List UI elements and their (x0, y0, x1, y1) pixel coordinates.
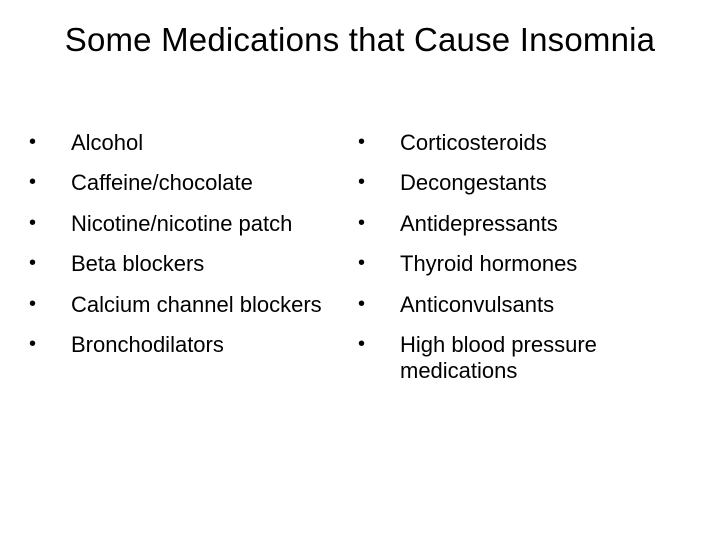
left-bullet-list (26, 130, 346, 372)
list-item: • Anticonvulsants (355, 292, 655, 318)
list-item: • High blood pressure medications (355, 332, 655, 385)
list-item: • Nicotine/nicotine patch (26, 211, 346, 237)
list-item: • Thyroid hormones (355, 251, 655, 277)
list-item: • Bronchodilators (26, 332, 346, 358)
list-item: • Calcium channel blockers (26, 292, 346, 318)
right-bullet-list (355, 130, 655, 399)
list-item: • Caffeine/chocolate (26, 170, 346, 196)
list-item: • Antidepressants (355, 211, 655, 237)
slide-title: Some Medications that Cause Insomnia (64, 21, 656, 58)
list-item: • Corticosteroids (355, 130, 655, 156)
list-item: • Decongestants (355, 170, 655, 196)
list-item: • Alcohol (26, 130, 346, 156)
list-item: • Beta blockers (26, 251, 346, 277)
